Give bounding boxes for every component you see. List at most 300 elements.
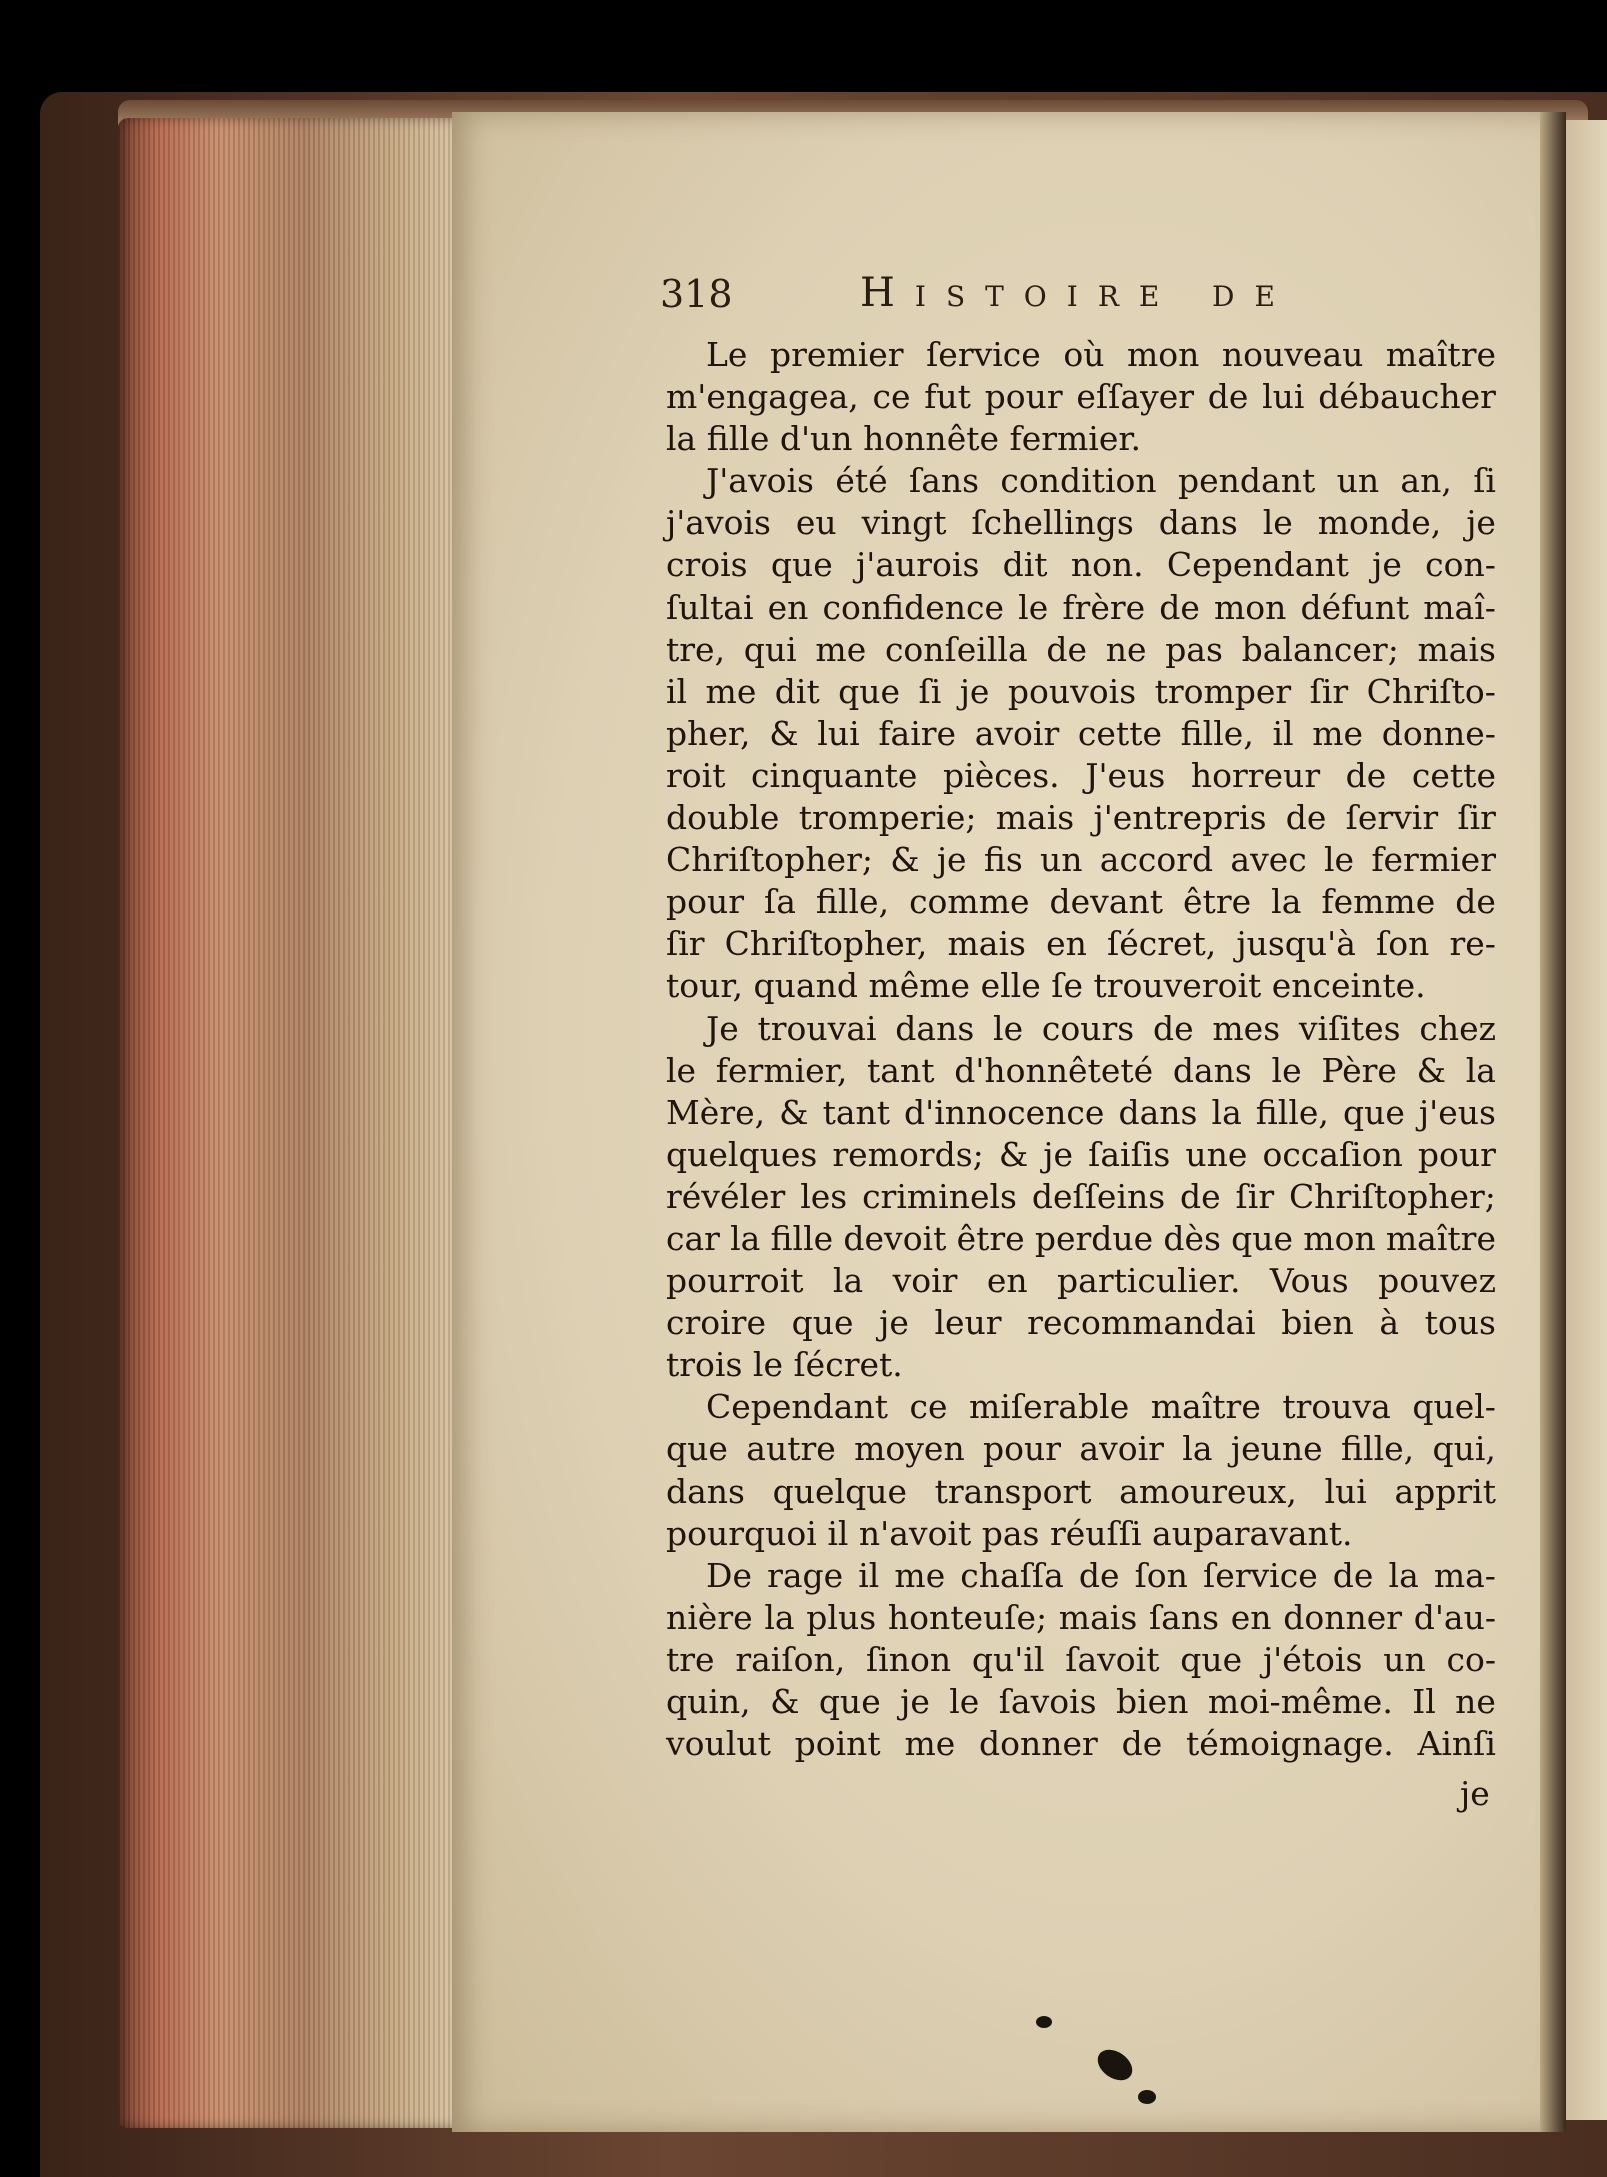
text-line [666,1302,1496,1344]
text-line [666,671,1496,713]
text-word: dans [666,1471,745,1511]
text-word: lui [1324,1471,1367,1511]
text-word: tour, [666,966,754,1006]
text-word: le [1262,503,1293,543]
text-word: pouvois [1007,671,1137,711]
text-word: Je [706,1008,739,1048]
text-word: ſchellings [971,503,1134,543]
text-word: fermier. [1009,419,1142,459]
text-line [666,713,1496,755]
text-word: me [705,671,757,711]
text-line [666,923,1496,965]
text-word: cours [1041,1008,1135,1048]
text-word: le [1271,1050,1302,1090]
text-word: ne [1105,629,1147,669]
text-word: que [1342,1092,1405,1132]
text-word: être [1183,882,1252,922]
text-word: criminels [862,1176,1017,1216]
text-word: lui [817,713,860,753]
page-number: 318 [660,272,733,316]
text-word: amoureux, [1119,1471,1297,1511]
text-word: auparavant. [1152,1513,1353,1553]
text-line [666,1134,1496,1176]
text-word: je [1043,1134,1074,1174]
text-word: tous [1424,1303,1496,1343]
text-word: témoignage. [1186,1724,1394,1764]
text-word: qu'il [971,1639,1045,1679]
text-word: accord [1099,840,1214,880]
text-word: tant [822,1092,891,1132]
text-word: De [706,1555,752,1595]
text-line [666,376,1496,418]
text-word: & [769,713,799,753]
text-word: que [1231,1218,1294,1258]
text-word: Mère, [666,1092,766,1132]
text-word: ſinon [865,1639,952,1679]
text-word: quin, [666,1682,751,1721]
text-word: la [1271,882,1302,922]
text-word: Le [706,335,748,374]
text-word: j'aurois [856,545,980,585]
text-word: quelques [666,1134,818,1174]
text-word: leur [934,1303,1002,1343]
text-word: j'avois [666,503,771,543]
text-word: qui, [1432,1429,1496,1469]
text-word: dit [1002,545,1048,585]
text-word: dans [1118,1092,1198,1132]
text-word: perdue [1034,1218,1154,1258]
text-word: j'étois [1262,1639,1363,1679]
text-word: ſaiſis [1088,1134,1171,1174]
text-word: tre [666,1639,715,1679]
text-word: rage [767,1555,844,1595]
text-word: que [838,671,901,711]
text-word: donne- [1381,713,1496,753]
text-word: con- [1425,545,1496,585]
ink-stain [1036,2016,1052,2028]
text-word: trouveroit [1093,966,1272,1006]
text-word: en [1046,924,1087,964]
text-word: plus [806,1597,877,1637]
text-word: trois [666,1345,753,1385]
text-word: jusqu'à [1236,924,1356,964]
text-line [666,1218,1496,1260]
text-word: conſeilla [884,629,1028,669]
text-word: la [764,1597,795,1637]
text-word: le [666,1050,697,1090]
text-word: dans [1158,503,1238,543]
text-word: fille, [815,882,890,922]
text-word: maître [1385,1218,1496,1258]
text-word: quelque [772,1471,907,1511]
text-word: particulier. [1057,1261,1241,1301]
text-word: de [1078,1555,1120,1595]
text-word: transport [934,1471,1092,1511]
text-line [666,502,1496,544]
text-word: que [791,1303,854,1343]
text-word: dans [1172,1050,1252,1090]
text-word: recommandai [1027,1303,1256,1343]
text-word: pour [983,1429,1062,1469]
text-word: ce [909,1387,948,1427]
text-word: mon [1214,587,1287,627]
text-line [666,1386,1496,1428]
text-word: défunt [1300,587,1410,627]
text-word: fermier [1371,840,1496,880]
text-word: J'eus [1085,755,1166,795]
text-word: me [894,1555,946,1595]
text-word: vingt [861,503,947,543]
text-word: ſi [1473,461,1496,501]
text-word: Cependant [1166,545,1349,585]
text-line [666,1555,1496,1597]
text-word: bien [1281,1303,1354,1343]
text-line [666,1513,1496,1555]
text-word: de [1455,882,1496,922]
text-word: mais [995,798,1075,838]
text-word: de [1152,1008,1194,1048]
text-word: ſa [764,882,796,922]
text-word: tromper [1154,671,1292,711]
body-text [666,334,1496,1765]
text-word: pouvez [1378,1261,1496,1301]
text-word: autre [746,1429,836,1469]
text-word: ſir [1309,671,1349,711]
text-word: re- [1449,924,1496,964]
text-word: pher, [666,713,751,753]
text-word: voir [892,1261,958,1301]
text-word: ſans [1148,1597,1220,1637]
text-word: apprit [1394,1471,1496,1511]
page-header [660,272,1420,332]
text-word: devant [1049,882,1164,922]
text-line [666,544,1496,586]
text-word: un [1336,461,1380,501]
text-word: non. [1070,545,1144,585]
text-word: de [1285,798,1327,838]
text-word: devoit [843,1218,947,1258]
text-line [666,1639,1496,1681]
text-line [666,1471,1496,1513]
text-word: la [666,419,707,459]
text-word: frère [1062,587,1146,627]
text-word: dit [774,671,820,711]
text-word: que [1180,1639,1243,1679]
text-word: en [986,1261,1028,1301]
text-word: pourroit [666,1261,804,1301]
text-word: raiſon, [735,1639,846,1679]
text-word: confidence [822,587,1005,627]
text-word: mes [1212,1008,1281,1048]
text-word: il [858,1555,880,1595]
text-word: en [1230,1597,1272,1637]
text-line [666,587,1496,629]
text-word: le [993,1008,1024,1048]
text-word: ſon [1376,924,1430,964]
text-word: fut [924,377,971,417]
text-word: an, [1400,461,1452,501]
text-word: & [1416,1050,1446,1090]
text-word: horreur [1190,755,1321,795]
text-word: la [1388,1555,1419,1595]
text-line [666,1428,1496,1470]
text-word: d'honnêteté [954,1050,1154,1090]
text-word: fermier, [715,1050,848,1090]
ink-stain [1138,2090,1156,2104]
text-word: je [936,840,967,880]
text-word: de [1046,629,1087,669]
text-word: ſervice [1203,1555,1318,1595]
text-line [666,1008,1496,1050]
text-word: mon [1303,1218,1376,1258]
text-word: que [770,545,833,585]
text-word: à [1379,1303,1400,1343]
text-word: & [998,1134,1029,1174]
text-word: maî- [1423,587,1496,627]
text-word: bien [1115,1682,1189,1721]
text-word: mais [1417,629,1496,669]
text-word: un [1040,840,1083,880]
text-word: jeune [1230,1429,1323,1469]
facing-page-edge [1566,120,1607,2120]
text-word: Chriſtopher, [724,924,928,964]
text-word: la [1211,1092,1242,1132]
text-word: croire [666,1303,766,1343]
text-word: ſultai [666,587,754,627]
text-line [666,1260,1496,1302]
text-word: ne [1455,1682,1496,1721]
text-word: de [1332,1555,1374,1595]
text-word: mon [1126,335,1200,374]
text-word: moyen [854,1429,965,1469]
text-word: remords; [832,1134,984,1174]
text-word: fis [983,840,1023,880]
text-word: avoir [1079,1429,1164,1469]
text-word: pour [984,377,1063,417]
text-word: honteuſe; [887,1597,1048,1637]
text-word: donner [979,1724,1098,1764]
text-word: me [1312,713,1364,753]
page-fore-edges [118,118,458,2128]
text-word: débaucher [1318,377,1496,417]
text-line [666,881,1496,923]
text-word: pour [1417,1134,1496,1174]
text-word: tromperie; [798,798,977,838]
text-word: moi-même. [1207,1682,1393,1721]
text-word: d'innocence [904,1092,1105,1132]
text-word: tre, [666,629,726,669]
text-line [666,1681,1496,1723]
text-line [666,965,1496,1007]
text-word: en [767,587,809,627]
text-word: dès [1163,1218,1221,1258]
text-line [666,629,1496,671]
text-word: pour [666,882,745,922]
text-word: ſe [1051,966,1094,1006]
text-word: ſans [909,461,980,501]
text-word: co- [1446,1639,1496,1679]
text-word: miſerable [969,1387,1130,1427]
text-word: ſervir [1345,798,1439,838]
text-word: la [832,1261,864,1301]
running-title: Histoire de [860,270,1295,316]
text-word: femme [1321,882,1436,922]
text-word: premier [769,335,904,374]
text-word: le [1323,840,1355,880]
text-word: fille, [1180,713,1254,753]
text-word: fille [706,419,780,459]
text-word: ſavois [998,1682,1097,1721]
text-word: je [959,671,990,711]
text-word: trouvai [757,1008,877,1048]
text-word: j'eus [1418,1092,1496,1132]
text-word: le [752,1345,794,1385]
text-word: & [779,1092,809,1132]
text-word: mais [1058,1597,1138,1637]
text-word: occaſion [1262,1134,1403,1174]
text-word: Chriſtopher; [666,840,873,880]
text-line [666,755,1496,797]
text-word: d'un [779,419,864,459]
text-line [666,1092,1496,1134]
text-word: ſavoit [1065,1639,1160,1679]
text-word: balancer; [1241,629,1399,669]
text-word: n'avoit [858,1513,982,1553]
text-word: avec [1230,840,1307,880]
text-word: lui [1262,377,1305,417]
text-word: le [1018,587,1049,627]
text-word: quel- [1412,1387,1496,1427]
text-word: il [1272,713,1294,753]
text-word: viſites [1298,1008,1401,1048]
text-word: voulut [666,1724,771,1764]
text-word: monde, [1317,503,1442,543]
text-word: cinquante [751,755,918,795]
text-word: je [900,1682,930,1721]
text-word: les [800,1176,848,1216]
text-word: honnête [863,419,1010,459]
text-word: ma- [1433,1555,1496,1595]
text-word: maître [1150,1387,1261,1427]
text-word: chez [1419,1008,1496,1048]
text-word: de [1159,587,1200,627]
text-word: J'avois [706,461,814,501]
text-word: Père [1321,1050,1397,1090]
text-word: qui [743,629,797,669]
text-word: ſir [666,924,705,964]
text-word: comme [909,882,1030,922]
text-word: deſſeins [1031,1176,1166,1216]
text-word: & [890,840,920,880]
text-line [666,797,1496,839]
text-word: où [1063,335,1105,374]
text-word: de [1180,1176,1221,1216]
text-word: Il [1412,1682,1436,1721]
text-word: ſécret. [793,1345,903,1385]
text-word: donner [1283,1597,1403,1637]
text-word: quand [753,966,869,1006]
text-word: ce [872,377,911,417]
text-word: cette [1411,755,1496,795]
text-word: ſir [1235,1176,1275,1216]
text-line [666,1344,1496,1386]
text-word: nouveau [1221,335,1364,374]
text-word: d'au- [1413,1597,1496,1637]
text-word: même [868,966,981,1006]
text-line [666,1723,1496,1765]
text-line [666,1050,1496,1092]
text-word: la [1182,1429,1213,1469]
text-word: le [949,1682,980,1721]
text-line [666,460,1496,502]
text-word: ſécret, [1106,924,1217,964]
text-word: de [1121,1724,1163,1764]
text-word: tant [867,1050,935,1090]
text-word: roit [666,755,726,795]
text-word: m'engagea, [666,377,859,417]
text-word: ſon [1134,1555,1188,1595]
text-word: un [1383,1639,1426,1679]
text-word: Vous [1269,1261,1349,1301]
text-word: pièces. [943,755,1060,795]
text-word: faire [878,713,957,753]
text-line [666,1176,1496,1218]
text-word: fille, [1341,1429,1415,1469]
text-word: j'entrepris [1093,798,1267,838]
text-word: car [666,1218,720,1258]
text-word: trouva [1282,1387,1391,1427]
text-word: eſſayer [1076,377,1195,417]
text-word: pourquoi [666,1513,828,1553]
text-word: je [1372,545,1402,585]
text-word: ſervice [926,335,1041,374]
text-word: la [730,1218,761,1258]
text-word: avoir [974,713,1060,753]
text-word: fille [770,1218,834,1258]
text-word: nière [666,1597,753,1637]
text-word: condition [1000,461,1157,501]
text-word: de [1345,755,1387,795]
text-word: Chriſto- [1366,671,1496,711]
text-word: que [666,1429,728,1469]
text-word: crois [666,545,748,585]
text-word: Ainſi [1417,1724,1496,1764]
text-word: ſi [918,671,942,711]
text-word: me [815,629,867,669]
text-word: de [1207,377,1249,417]
text-word: dans [895,1008,975,1048]
text-word: pas [981,1513,1050,1553]
text-word: il [827,1513,859,1553]
text-word: cette [1077,713,1162,753]
text-line [666,334,1496,376]
text-word: enceinte. [1271,966,1426,1006]
text-word: révéler [666,1176,786,1216]
text-word: chaſſa [960,1555,1064,1595]
text-word: maître [1385,335,1496,374]
text-word: que [818,1682,881,1721]
text-line [666,1597,1496,1639]
text-word: ſir [1457,798,1496,838]
text-word: mais [947,924,1026,964]
text-word: & [770,1682,800,1721]
text-word: point [794,1724,881,1764]
text-word: elle [980,966,1052,1006]
text-word: je [879,1303,909,1343]
text-word: être [956,1218,1025,1258]
text-line [666,418,1496,460]
text-word: il [666,671,688,711]
